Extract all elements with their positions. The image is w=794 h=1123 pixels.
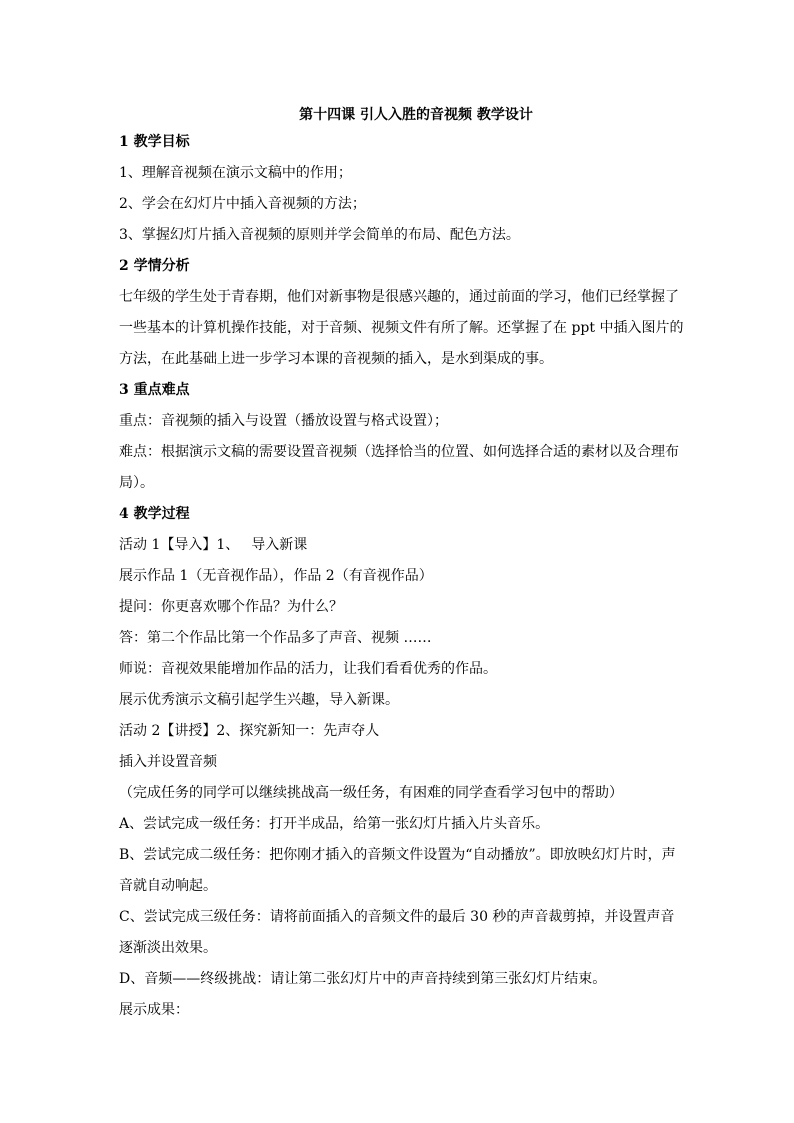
- analysis-paragraph: [119, 282, 684, 375]
- activity-2-line: 活动 2【讲授】2、探究新知一：先声夺人: [119, 723, 380, 739]
- show-results: 展示成果：: [119, 1002, 189, 1018]
- objective-item: 3、掌握幻灯片插入音视频的原则并学会简单的布局、配色方法。: [119, 227, 520, 243]
- objective-item: 1、理解音视频在演示文稿中的作用；: [119, 165, 352, 181]
- task-d: D、音频——终级挑战：请让第二张幻灯片中的声音持续到第三张幻灯片结束。: [119, 971, 607, 987]
- section-heading-process: 4 教学过程: [119, 506, 190, 522]
- key-point-text: 重点：音视频的插入与设置（播放设置与格式设置）；: [119, 413, 448, 429]
- process-line: 展示优秀演示文稿引起学生兴趣，导入新课。: [119, 692, 399, 708]
- process-line: 展示作品 1（无音视作品），作品 2（有音视作品）: [119, 568, 433, 584]
- objective-item: 2、学会在幻灯片中插入音视频的方法；: [119, 196, 366, 212]
- task-c-line: 逐渐淡出效果。: [119, 940, 217, 956]
- task-c: [119, 902, 679, 964]
- activity-1-prefix: 活动 1【导入】1、: [119, 537, 240, 553]
- difficulty-line: 局）。: [119, 475, 154, 491]
- task-c-line: C、尝试完成三级任务：请将前面插入的音频文件的最后 30 秒的声音裁剪掉，并设置声音: [119, 909, 675, 925]
- process-line: 提问：你更喜欢哪个作品？为什么？: [119, 599, 343, 615]
- task-a: A、尝试完成一级任务：打开半成品，给第一张幻灯片插入片头音乐。: [119, 816, 550, 832]
- section-heading-key-points: 3 重点难点: [119, 382, 190, 398]
- process-note: （完成任务的同学可以继续挑战高一级任务，有困难的同学查看学习包中的帮助）: [119, 785, 623, 801]
- analysis-line: 方法，在此基础上进一步学习本课的音视频的插入，是水到渠成的事。: [119, 351, 553, 367]
- difficulty-line: 难点：根据演示文稿的需要设置音视频（选择恰当的位置、如何选择合适的素材以及合理布: [119, 444, 679, 460]
- task-b-line: 音就自动响起。: [119, 878, 217, 894]
- analysis-line: 一些基本的计算机操作技能，对于音频、视频文件有所了解。还掌握了在 ppt 中插入图片的: [119, 320, 684, 336]
- task-b-line: B、尝试完成二级任务：把你刚才插入的音频文件设置为“自动播放”。即放映幻灯片时，声: [119, 847, 676, 863]
- activity-1-line: [119, 530, 679, 561]
- analysis-line: 七年级的学生处于青春期，他们对新事物是很感兴趣的，通过前面的学习，他们已经掌握了: [119, 289, 679, 305]
- activity-1-title: 导入新课: [251, 537, 308, 553]
- difficulty-paragraph: [119, 437, 679, 499]
- document-title: 第十四课 引人入胜的音视频 教学设计: [299, 107, 533, 123]
- document-page: [119, 103, 684, 1026]
- process-line: 师说：音视效果能增加作品的活力，让我们看看优秀的作品。: [119, 661, 497, 677]
- section-heading-analysis: 2 学情分析: [119, 258, 190, 274]
- process-line: 插入并设置音频: [119, 754, 217, 770]
- section-heading-objectives: 1 教学目标: [119, 134, 190, 150]
- task-b: [119, 840, 679, 902]
- process-line: 答：第二个作品比第一个作品多了声音、视频 ……: [119, 630, 432, 646]
